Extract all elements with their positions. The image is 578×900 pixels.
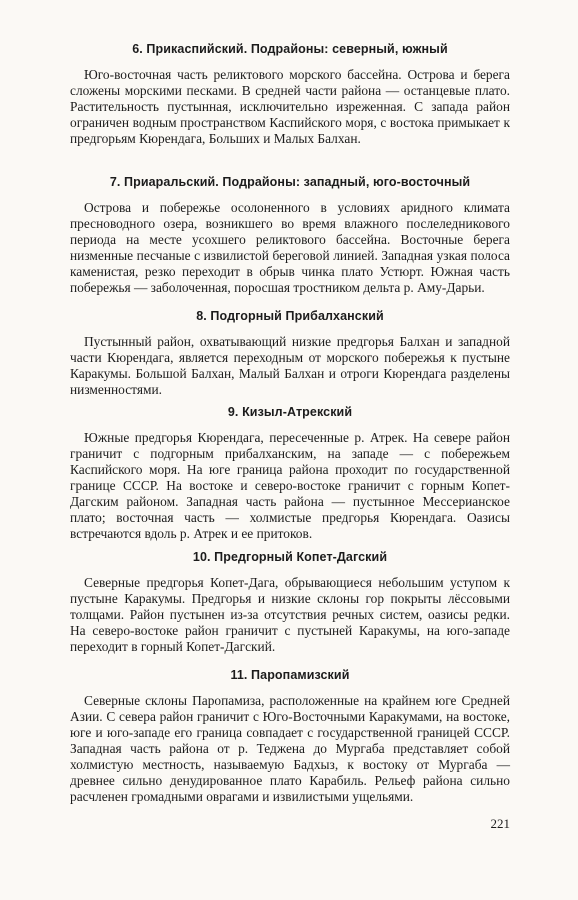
section-heading: 10. Предгорный Копет-Дагский (192, 550, 388, 564)
section-paragraph: Острова и побережье осолоненного в условиях аридного климата пресноводного озера, возникшего во время влажного послеледникового периода на месте усохшего реликтового бассейна. Восточные берега низменные песчаные с извилистой береговой линией. Западная узкая полоса каменистая, резко переходит в обрыв чинка плато Устюрт. Южная часть побережья — заболоченная, поросшая тростником дельта р. Аму-Дарьи. (70, 200, 510, 295)
section-paragraph: Северные предгорья Копет-Дага, обрывающиеся небольшим уступом к пустыне Каракумы. Предгорья и низкие склоны гор покрыты лёссовыми толщами. Район пустынен из-за отсутствия речных систем, оазисы редки. На северо-востоке район граничит с пустыней Каракумы, на юго-западе переходит в горный Копет-Дагский. (70, 575, 510, 654)
section-podgorny-pribalkhansky (70, 309, 510, 398)
page-number: 221 (490, 816, 510, 831)
section-paragraph: Юго-восточная часть реликтового морского бассейна. Острова и берега сложены морскими песками. В средней части района — останцевые плато. Растительность пустынная, исключительно изреженная. С запада район ограничен водным пространством Каспийского моря, с востока примыкает к предгорьям Кюрендага, Больших и Малых Балхан. (70, 67, 510, 146)
section-heading: 9. Кизыл-Атрекский (227, 405, 353, 419)
section-kizyl-atreksky (70, 405, 510, 542)
section-heading: 7. Приаральский. Подрайоны: западный, юго-восточный (109, 175, 471, 189)
section-priaralsky (70, 175, 510, 296)
section-heading: 11. Паропамизский (230, 668, 350, 682)
section-paragraph: Южные предгорья Кюрендага, пересеченные р. Атрек. На севере район граничит с подгорным прибалханским, на западе — с побережьем Каспийского моря. На юге граница района проходит по государственной границе СССР. На востоке и северо-востоке граничит с горным Копет-Дагским районом. Западная часть района — пустынное Мессерианское плато; восточная часть — холмистые предгорья Кюрендага. Оазисы встречаются вдоль р. Атрек и ее притоков. (70, 430, 510, 541)
section-predgorny-kopet-dagsky (70, 550, 510, 655)
section-heading: 8. Подгорный Прибалханский (196, 309, 384, 323)
section-paragraph: Северные склоны Паропамиза, расположенные на крайнем юге Средней Азии. С севера район граничит с Юго-Восточными Каракумами, на востоке, юге и юго-западе его граница совпадает с государственной границей СССР. Западная часть района от р. Теджена до Мургаба представляет собой холмистую местность, называемую Бадхыз, к востоку от Мургаба — древнее сильно денудированное плато Карабиль. Рельеф района сильно расчленен громадными оврагами и извилистыми ущельями. (70, 693, 510, 804)
section-paropamizsky (70, 668, 510, 805)
section-prikaspiysky (70, 42, 510, 147)
section-paragraph: Пустынный район, охватывающий низкие предгорья Балхан и западной части Кюрендага, является переходным от морского побережья к пустыне Каракумы. Большой Балхан, Малый Балхан и отроги Кюрендага разделены низменностями. (70, 334, 510, 397)
section-heading: 6. Прикаспийский. Подрайоны: северный, южный (132, 42, 448, 56)
